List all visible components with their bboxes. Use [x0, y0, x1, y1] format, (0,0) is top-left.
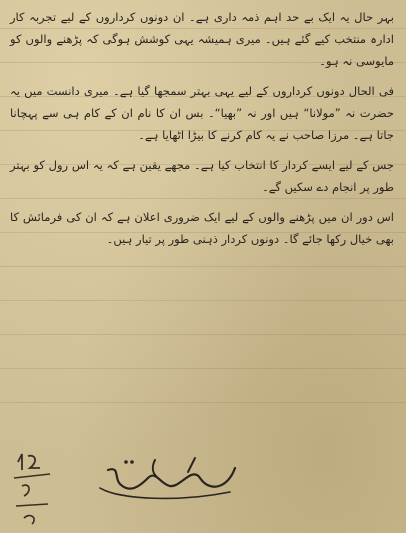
date-annotation: [10, 448, 56, 528]
paragraph-4: اس دور ان میں پڑھنے والوں کے لیے ایک ضروری اعلان ہے کہ ان کی فرمائش کا بھی خیال رکھا جائے گا۔ دونوں کردار ذہنی طور پر تیار ہیں۔: [10, 210, 394, 246]
date-drawing: [10, 448, 56, 528]
paragraph-3: جس کے لیے ایسے کردار کا انتخاب کیا ہے۔ مجھے یقین ہے کہ یہ اس رول کو بہتر طور پر انجام دے سکیں گے۔: [10, 158, 394, 194]
signature-drawing: [60, 448, 250, 508]
paragraph-1: بہر حال یہ ایک بے حد اہم ذمہ داری ہے۔ ان دونوں کرداروں کے لیے تجربہ کار ادارہ منتخب کیے گئے ہیں۔ میری ہمیشہ یہی کوشش ہوگی کہ پڑھنے والوں کو مایوسی نہ ہو۔: [10, 10, 394, 68]
signature: [60, 448, 250, 508]
paragraph-2: فی الحال دونوں کرداروں کے لیے یہی بہتر سمجھا گیا ہے۔ میری دانست میں یہ حضرت نہ ”مولانا“ ہیں اور نہ ”بھیا“۔ بس ان کا نام ان کے کام ہی سے پہچانا جاتا ہے۔ مرزا صاحب نے یہ کام کرنے کا بیڑا اٹھایا ہے۔: [10, 84, 394, 142]
handwritten-body: [10, 6, 394, 463]
